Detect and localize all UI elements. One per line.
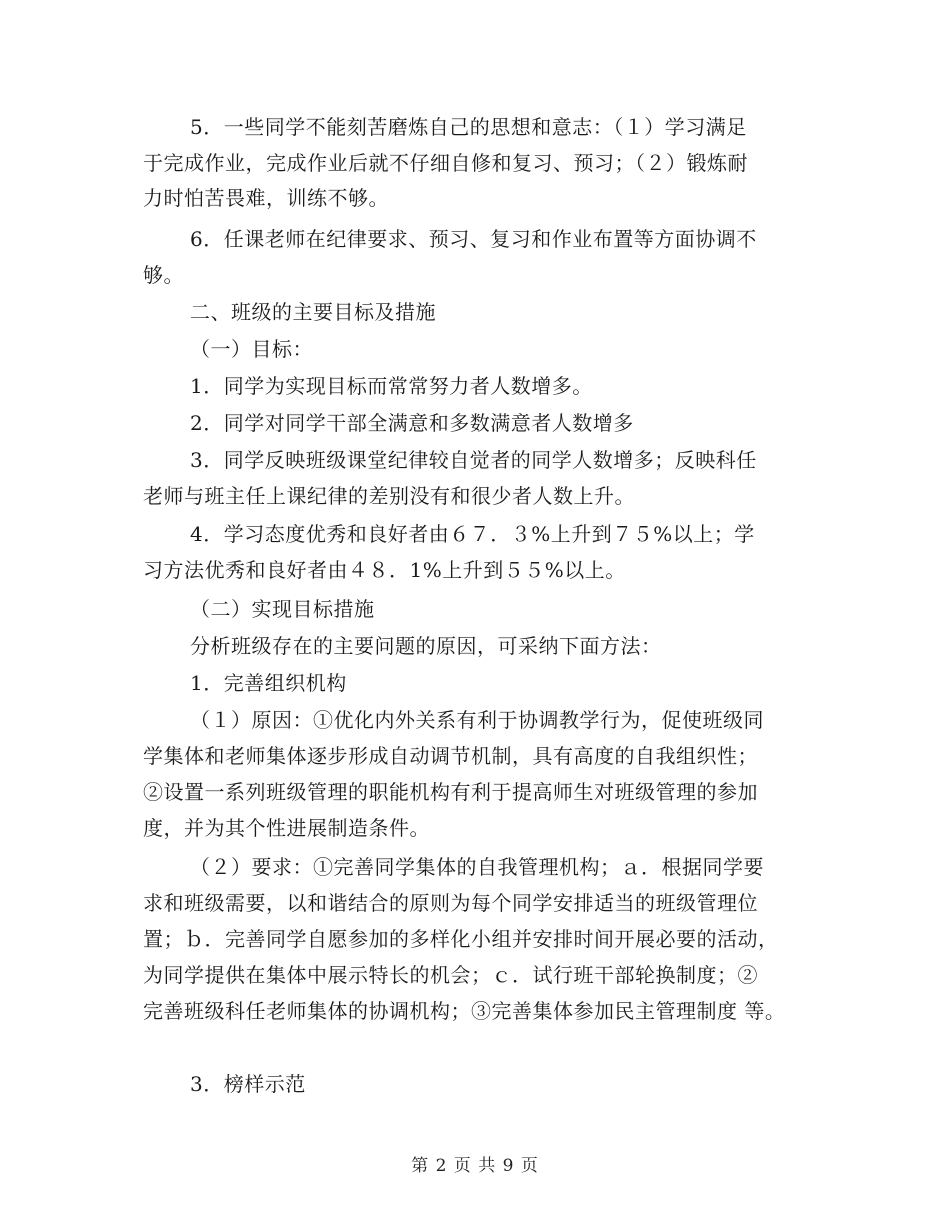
paragraph-line: 6．任课老师在纪律要求、预习、复习和作业布置等方面协调不 [190, 227, 757, 251]
section-heading: 二、班级的主要目标及措施 [190, 300, 436, 324]
paragraph-line: 度，并为其个性进展制造条件。 [143, 816, 430, 840]
subsection-heading: （二）实现目标措施 [190, 597, 375, 621]
paragraph-line: 求和班级需要，以和谐结合的原则为每个同学安排适当的班级管理位 [143, 891, 758, 915]
paragraph-line: 为同学提供在集体中展示特长的机会；ｃ．试行班干部轮换制度；② [143, 963, 758, 987]
paragraph-line: 分析班级存在的主要问题的原因，可采纳下面方法： [190, 634, 662, 658]
paragraph-line: （２）要求：①完善同学集体的自我管理机构；ａ．根据同学要 [190, 855, 764, 879]
list-item: 2．同学对同学干部全满意和多数满意者人数增多 [190, 411, 634, 435]
list-item: 3．同学反映班级课堂纪律较自觉者的同学人数增多；反映科任 [190, 448, 757, 472]
list-item: 3．榜样示范 [190, 1072, 306, 1096]
paragraph-line: 学集体和老师集体逐步形成自动调节机制，具有高度的自我组织性； [143, 744, 758, 768]
paragraph-line: 5．一些同学不能刻苦磨炼自己的思想和意志：（１）学习满足 [190, 115, 747, 139]
paragraph-line: 于完成作业，完成作业后就不仔细自修和复习、预习；（２）锻炼耐 [143, 151, 748, 175]
list-item: 1．完善组织机构 [190, 671, 347, 695]
paragraph-line: 习方法优秀和良好者由４８．1%上升到５５%以上。 [143, 558, 626, 582]
list-item: 1．同学为实现目标而常常努力者人数增多。 [190, 374, 593, 398]
paragraph-line: 老师与班主任上课纪律的差别没有和很少者人数上升。 [143, 484, 635, 508]
paragraph-line: ②设置一系列班级管理的职能机构有利于提高师生对班级管理的参加 [143, 780, 758, 804]
subsection-heading: （一）目标： [190, 337, 313, 361]
page-number-footer: 第 2 页 共 9 页 [411, 1156, 539, 1176]
paragraph-line: 够。 [143, 263, 184, 287]
paragraph-line: 力时怕苦畏难，训练不够。 [143, 186, 389, 210]
paragraph-line: 置；ｂ．完善同学自愿参加的多样化小组并安排时间开展必要的活动， [143, 927, 779, 951]
paragraph-line: 完善班级科任老师集体的协调机构；③完善集体参加民主管理制度 等。 [143, 999, 786, 1023]
paragraph-line: （１）原因：①优化内外关系有利于协调教学行为，促使班级同 [190, 708, 764, 732]
list-item: 4．学习态度优秀和良好者由６７．３%上升到７５%以上；学 [190, 522, 755, 546]
